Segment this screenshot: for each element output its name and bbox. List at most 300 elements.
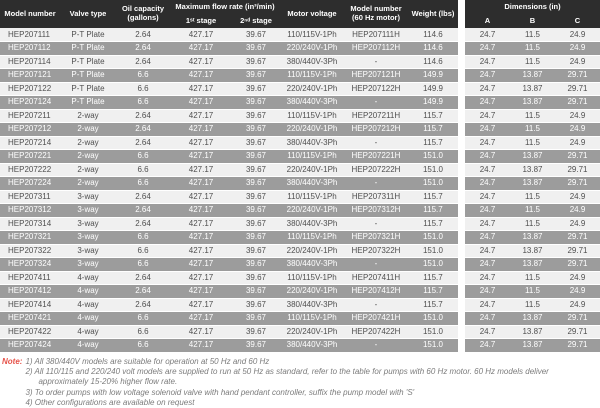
cell-stage-2: 39.67	[232, 42, 280, 56]
cell-oil-capacity: 2.64	[116, 285, 170, 299]
cell-dim-c: 29.71	[555, 258, 600, 272]
cell-motor-voltage: 380/440V-3Ph	[280, 96, 344, 110]
cell-dim-a: 24.7	[465, 285, 510, 299]
dimensions-row	[465, 325, 600, 339]
cell-weight: 149.9	[408, 96, 458, 110]
cell-stage-1: 427.17	[170, 285, 232, 299]
cell-stage-2: 39.67	[232, 150, 280, 164]
cell-dim-b: 13.87	[510, 69, 555, 83]
cell-model-number: HEP207224	[0, 177, 60, 191]
cell-stage-1: 427.17	[170, 258, 232, 272]
dimensions-row	[465, 271, 600, 285]
cell-stage-1: 427.17	[170, 177, 232, 191]
dimensions-row	[465, 42, 600, 56]
cell-motor-voltage: 380/440V-3Ph	[280, 258, 344, 272]
cell-stage-2: 39.67	[232, 82, 280, 96]
cell-stage-2: 39.67	[232, 325, 280, 339]
cell-stage-2: 39.67	[232, 271, 280, 285]
cell-dim-c: 29.71	[555, 163, 600, 177]
cell-oil-capacity: 2.64	[116, 42, 170, 56]
cell-oil-capacity: 2.64	[116, 123, 170, 137]
cell-model-number: HEP207314	[0, 217, 60, 231]
cell-model-number: HEP207221	[0, 150, 60, 164]
cell-oil-capacity: 6.6	[116, 258, 170, 272]
cell-stage-1: 427.17	[170, 28, 232, 42]
cell-model-number: HEP207321	[0, 231, 60, 245]
note-item: 3) To order pumps with low voltage solenoid valve with hand pendant controller, suffix the pump model with 'S'	[25, 388, 600, 398]
cell-model-number-60hz: -	[344, 258, 408, 272]
cell-dim-a: 24.7	[465, 150, 510, 164]
cell-model-number: HEP207112	[0, 42, 60, 56]
cell-oil-capacity: 2.64	[116, 190, 170, 204]
cell-oil-capacity: 6.6	[116, 325, 170, 339]
table-row	[0, 244, 458, 258]
dimensions-table-header	[465, 0, 600, 28]
cell-weight: 151.0	[408, 150, 458, 164]
cell-valve-type: 3-way	[60, 204, 116, 218]
dimensions-row	[465, 204, 600, 218]
cell-dim-b: 13.87	[510, 231, 555, 245]
cell-weight: 115.7	[408, 136, 458, 150]
dimensions-row	[465, 231, 600, 245]
cell-dim-a: 24.7	[465, 244, 510, 258]
dimensions-row	[465, 244, 600, 258]
cell-oil-capacity: 6.6	[116, 82, 170, 96]
cell-oil-capacity: 6.6	[116, 312, 170, 326]
cell-dim-c: 24.9	[555, 28, 600, 42]
cell-stage-1: 427.17	[170, 231, 232, 245]
cell-stage-1: 427.17	[170, 312, 232, 326]
pump-spec-table-header	[0, 0, 458, 28]
cell-dim-c: 24.9	[555, 109, 600, 123]
cell-oil-capacity: 2.64	[116, 136, 170, 150]
cell-dim-c: 29.71	[555, 177, 600, 191]
table-row	[0, 258, 458, 272]
cell-valve-type: 2-way	[60, 177, 116, 191]
cell-dim-a: 24.7	[465, 109, 510, 123]
cell-stage-1: 427.17	[170, 109, 232, 123]
note-item: 1) All 380/440V models are suitable for operation at 50 Hz and 60 Hz	[25, 357, 600, 367]
cell-model-number-60hz: HEP207421H	[344, 312, 408, 326]
cell-stage-1: 427.17	[170, 244, 232, 258]
cell-dim-c: 29.71	[555, 231, 600, 245]
cell-motor-voltage: 380/440V-3Ph	[280, 55, 344, 69]
cell-dim-b: 13.87	[510, 339, 555, 353]
cell-model-number-60hz: -	[344, 177, 408, 191]
cell-stage-2: 39.67	[232, 177, 280, 191]
cell-model-number: HEP207111	[0, 28, 60, 42]
cell-stage-2: 39.67	[232, 163, 280, 177]
cell-dim-a: 24.7	[465, 82, 510, 96]
cell-model-number: HEP207422	[0, 325, 60, 339]
cell-oil-capacity: 2.64	[116, 28, 170, 42]
cell-model-number-60hz: HEP207412H	[344, 285, 408, 299]
table-row	[0, 109, 458, 123]
table-row	[0, 271, 458, 285]
cell-motor-voltage: 110/115V-1Ph	[280, 231, 344, 245]
cell-dim-a: 24.7	[465, 204, 510, 218]
cell-model-number: HEP207212	[0, 123, 60, 137]
cell-weight: 151.0	[408, 177, 458, 191]
dimensions-row	[465, 55, 600, 69]
cell-weight: 115.7	[408, 298, 458, 312]
cell-dim-b: 11.5	[510, 136, 555, 150]
table-row	[0, 42, 458, 56]
cell-weight: 149.9	[408, 69, 458, 83]
header-dim-a: A	[465, 14, 510, 28]
cell-valve-type: 4-way	[60, 298, 116, 312]
cell-model-number-60hz: HEP207411H	[344, 271, 408, 285]
dimensions-row	[465, 312, 600, 326]
table-row	[0, 285, 458, 299]
cell-model-number-60hz: HEP207111H	[344, 28, 408, 42]
dimensions-row	[465, 298, 600, 312]
cell-dim-b: 11.5	[510, 109, 555, 123]
cell-valve-type: 3-way	[60, 217, 116, 231]
cell-dim-a: 24.7	[465, 258, 510, 272]
cell-dim-a: 24.7	[465, 136, 510, 150]
cell-valve-type: 2-way	[60, 136, 116, 150]
header-dim-c: C	[555, 14, 600, 28]
table-row	[0, 96, 458, 110]
header-valve-type: Valve type	[60, 0, 116, 28]
cell-dim-b: 11.5	[510, 55, 555, 69]
header-model-number-60hz: Model number (60 Hz motor)	[344, 0, 408, 28]
cell-valve-type: P-T Plate	[60, 96, 116, 110]
cell-stage-2: 39.67	[232, 285, 280, 299]
cell-model-number: HEP207411	[0, 271, 60, 285]
cell-weight: 151.0	[408, 244, 458, 258]
cell-weight: 151.0	[408, 258, 458, 272]
cell-dim-c: 24.9	[555, 42, 600, 56]
cell-valve-type: 4-way	[60, 285, 116, 299]
cell-dim-a: 24.7	[465, 325, 510, 339]
cell-model-number-60hz: HEP207121H	[344, 69, 408, 83]
cell-stage-1: 427.17	[170, 163, 232, 177]
cell-dim-c: 24.9	[555, 271, 600, 285]
cell-model-number-60hz: -	[344, 339, 408, 353]
cell-dim-b: 11.5	[510, 217, 555, 231]
header-dimensions: Dimensions (in)	[465, 0, 600, 14]
cell-oil-capacity: 6.6	[116, 231, 170, 245]
cell-valve-type: P-T Plate	[60, 82, 116, 96]
table-row	[0, 82, 458, 96]
cell-stage-1: 427.17	[170, 150, 232, 164]
cell-dim-b: 13.87	[510, 163, 555, 177]
dimensions-row	[465, 190, 600, 204]
table-row	[0, 55, 458, 69]
cell-model-number-60hz: -	[344, 136, 408, 150]
cell-dim-c: 29.71	[555, 244, 600, 258]
cell-valve-type: P-T Plate	[60, 28, 116, 42]
cell-dim-c: 24.9	[555, 190, 600, 204]
cell-model-number: HEP207121	[0, 69, 60, 83]
cell-model-number: HEP207311	[0, 190, 60, 204]
cell-model-number: HEP207414	[0, 298, 60, 312]
cell-stage-2: 39.67	[232, 28, 280, 42]
cell-stage-2: 39.67	[232, 136, 280, 150]
cell-oil-capacity: 6.6	[116, 96, 170, 110]
cell-stage-1: 427.17	[170, 339, 232, 353]
cell-dim-b: 11.5	[510, 204, 555, 218]
cell-dim-a: 24.7	[465, 177, 510, 191]
cell-model-number-60hz: -	[344, 55, 408, 69]
cell-dim-b: 13.87	[510, 82, 555, 96]
cell-motor-voltage: 220/240V-1Ph	[280, 123, 344, 137]
cell-dim-a: 24.7	[465, 190, 510, 204]
header-stage-2: 2ⁿᵈ stage	[232, 14, 280, 28]
cell-motor-voltage: 220/240V-1Ph	[280, 244, 344, 258]
header-max-flow-rate: Maximum flow rate (in³/min)	[170, 0, 280, 14]
dimensions-row	[465, 177, 600, 191]
cell-weight: 115.7	[408, 204, 458, 218]
dimensions-row	[465, 82, 600, 96]
cell-model-number-60hz: HEP207221H	[344, 150, 408, 164]
cell-model-number: HEP207222	[0, 163, 60, 177]
header-dim-b: B	[510, 14, 555, 28]
cell-dim-b: 11.5	[510, 271, 555, 285]
cell-dim-c: 24.9	[555, 55, 600, 69]
dimensions-table-body	[465, 28, 600, 352]
cell-weight: 151.0	[408, 163, 458, 177]
cell-motor-voltage: 110/115V-1Ph	[280, 28, 344, 42]
cell-model-number-60hz: -	[344, 217, 408, 231]
cell-dim-a: 24.7	[465, 339, 510, 353]
cell-dim-b: 13.87	[510, 258, 555, 272]
cell-dim-b: 11.5	[510, 42, 555, 56]
cell-stage-2: 39.67	[232, 217, 280, 231]
cell-valve-type: 3-way	[60, 258, 116, 272]
cell-weight: 115.7	[408, 217, 458, 231]
cell-dim-c: 29.71	[555, 82, 600, 96]
cell-motor-voltage: 380/440V-3Ph	[280, 177, 344, 191]
cell-valve-type: 3-way	[60, 244, 116, 258]
cell-weight: 114.6	[408, 28, 458, 42]
note-item: 2) All 110/115 and 220/240 volt models are supplied to run at 50 Hz as standard, refer to the table for pumps with 60 Hz motor. 60 Hz models deliver approximately 15-20% higher flow rate.	[25, 367, 600, 388]
cell-dim-a: 24.7	[465, 69, 510, 83]
cell-dim-a: 24.7	[465, 312, 510, 326]
cell-stage-1: 427.17	[170, 136, 232, 150]
cell-dim-b: 13.87	[510, 244, 555, 258]
note-label: Note:	[2, 357, 22, 408]
cell-valve-type: P-T Plate	[60, 69, 116, 83]
table-row	[0, 123, 458, 137]
cell-dim-c: 24.9	[555, 136, 600, 150]
table-row	[0, 190, 458, 204]
cell-stage-1: 427.17	[170, 298, 232, 312]
cell-oil-capacity: 2.64	[116, 271, 170, 285]
cell-motor-voltage: 220/240V-1Ph	[280, 82, 344, 96]
cell-oil-capacity: 6.6	[116, 69, 170, 83]
cell-stage-2: 39.67	[232, 96, 280, 110]
cell-weight: 115.7	[408, 271, 458, 285]
cell-weight: 151.0	[408, 339, 458, 353]
cell-dim-c: 29.71	[555, 312, 600, 326]
cell-oil-capacity: 6.6	[116, 339, 170, 353]
cell-dim-c: 29.71	[555, 339, 600, 353]
cell-model-number-60hz: HEP207112H	[344, 42, 408, 56]
cell-stage-2: 39.67	[232, 190, 280, 204]
cell-weight: 151.0	[408, 231, 458, 245]
cell-oil-capacity: 6.6	[116, 177, 170, 191]
cell-stage-1: 427.17	[170, 123, 232, 137]
cell-oil-capacity: 6.6	[116, 163, 170, 177]
header-weight: Weight (lbs)	[408, 0, 458, 28]
table-row	[0, 136, 458, 150]
cell-model-number: HEP207322	[0, 244, 60, 258]
cell-motor-voltage: 110/115V-1Ph	[280, 312, 344, 326]
cell-stage-2: 39.67	[232, 339, 280, 353]
cell-model-number-60hz: HEP207212H	[344, 123, 408, 137]
cell-model-number: HEP207122	[0, 82, 60, 96]
cell-motor-voltage: 110/115V-1Ph	[280, 190, 344, 204]
cell-oil-capacity: 2.64	[116, 55, 170, 69]
cell-motor-voltage: 110/115V-1Ph	[280, 271, 344, 285]
cell-oil-capacity: 2.64	[116, 109, 170, 123]
cell-valve-type: 2-way	[60, 150, 116, 164]
dimensions-row	[465, 285, 600, 299]
table-row	[0, 339, 458, 353]
dimensions-row	[465, 28, 600, 42]
cell-dim-b: 13.87	[510, 177, 555, 191]
dimensions-row	[465, 96, 600, 110]
cell-motor-voltage: 380/440V-3Ph	[280, 136, 344, 150]
cell-motor-voltage: 220/240V-1Ph	[280, 285, 344, 299]
cell-stage-2: 39.67	[232, 312, 280, 326]
cell-valve-type: 2-way	[60, 163, 116, 177]
cell-model-number: HEP207214	[0, 136, 60, 150]
dimensions-row	[465, 150, 600, 164]
cell-valve-type: 2-way	[60, 123, 116, 137]
dimensions-row	[465, 258, 600, 272]
table-row	[0, 177, 458, 191]
cell-valve-type: 4-way	[60, 325, 116, 339]
table-row	[0, 217, 458, 231]
cell-model-number-60hz: -	[344, 298, 408, 312]
cell-dim-a: 24.7	[465, 163, 510, 177]
cell-stage-2: 39.67	[232, 204, 280, 218]
dimensions-row	[465, 69, 600, 83]
cell-stage-1: 427.17	[170, 190, 232, 204]
cell-dim-a: 24.7	[465, 96, 510, 110]
dimensions-row	[465, 217, 600, 231]
cell-dim-c: 24.9	[555, 298, 600, 312]
cell-stage-1: 427.17	[170, 69, 232, 83]
cell-dim-a: 24.7	[465, 42, 510, 56]
cell-model-number: HEP207412	[0, 285, 60, 299]
cell-dim-c: 24.9	[555, 217, 600, 231]
cell-oil-capacity: 6.6	[116, 244, 170, 258]
cell-model-number: HEP207424	[0, 339, 60, 353]
cell-dim-a: 24.7	[465, 217, 510, 231]
cell-motor-voltage: 220/240V-1Ph	[280, 42, 344, 56]
cell-oil-capacity: 2.64	[116, 217, 170, 231]
cell-stage-2: 39.67	[232, 123, 280, 137]
cell-model-number-60hz: HEP207122H	[344, 82, 408, 96]
cell-stage-2: 39.67	[232, 231, 280, 245]
cell-dim-b: 13.87	[510, 325, 555, 339]
cell-stage-1: 427.17	[170, 55, 232, 69]
header-oil-capacity: Oil capacity (gallons)	[116, 0, 170, 28]
note-items	[25, 357, 600, 408]
cell-dim-a: 24.7	[465, 28, 510, 42]
cell-motor-voltage: 220/240V-1Ph	[280, 163, 344, 177]
cell-dim-a: 24.7	[465, 271, 510, 285]
table-row	[0, 69, 458, 83]
cell-stage-1: 427.17	[170, 42, 232, 56]
cell-motor-voltage: 380/440V-3Ph	[280, 339, 344, 353]
cell-model-number-60hz: -	[344, 96, 408, 110]
cell-dim-b: 11.5	[510, 190, 555, 204]
cell-weight: 115.7	[408, 285, 458, 299]
cell-dim-c: 24.9	[555, 123, 600, 137]
cell-model-number-60hz: HEP207322H	[344, 244, 408, 258]
cell-stage-1: 427.17	[170, 217, 232, 231]
cell-weight: 115.7	[408, 109, 458, 123]
cell-stage-2: 39.67	[232, 258, 280, 272]
cell-dim-c: 24.9	[555, 285, 600, 299]
cell-dim-b: 11.5	[510, 285, 555, 299]
dimensions-row	[465, 136, 600, 150]
cell-model-number-60hz: HEP207422H	[344, 325, 408, 339]
cell-model-number: HEP207124	[0, 96, 60, 110]
dimensions-table	[465, 0, 600, 353]
cell-dim-a: 24.7	[465, 123, 510, 137]
cell-model-number-60hz: HEP207311H	[344, 190, 408, 204]
cell-dim-b: 11.5	[510, 298, 555, 312]
cell-stage-1: 427.17	[170, 271, 232, 285]
cell-dim-c: 29.71	[555, 150, 600, 164]
dimensions-row	[465, 339, 600, 353]
cell-weight: 151.0	[408, 312, 458, 326]
dimensions-row	[465, 123, 600, 137]
cell-weight: 115.7	[408, 123, 458, 137]
cell-stage-2: 39.67	[232, 55, 280, 69]
cell-motor-voltage: 220/240V-1Ph	[280, 204, 344, 218]
cell-weight: 114.6	[408, 42, 458, 56]
cell-model-number-60hz: HEP207222H	[344, 163, 408, 177]
table-row	[0, 204, 458, 218]
header-model-number: Model number	[0, 0, 60, 28]
cell-dim-a: 24.7	[465, 55, 510, 69]
cell-motor-voltage: 110/115V-1Ph	[280, 109, 344, 123]
cell-dim-c: 29.71	[555, 69, 600, 83]
cell-valve-type: P-T Plate	[60, 42, 116, 56]
cell-oil-capacity: 6.6	[116, 150, 170, 164]
cell-model-number: HEP207324	[0, 258, 60, 272]
dimensions-row	[465, 163, 600, 177]
cell-stage-1: 427.17	[170, 82, 232, 96]
cell-stage-1: 427.17	[170, 325, 232, 339]
cell-dim-b: 13.87	[510, 150, 555, 164]
table-row	[0, 231, 458, 245]
cell-dim-a: 24.7	[465, 231, 510, 245]
table-row	[0, 298, 458, 312]
cell-motor-voltage: 110/115V-1Ph	[280, 150, 344, 164]
cell-stage-2: 39.67	[232, 109, 280, 123]
table-row	[0, 163, 458, 177]
table-row	[0, 28, 458, 42]
table-row	[0, 312, 458, 326]
cell-dim-b: 11.5	[510, 28, 555, 42]
cell-motor-voltage: 380/440V-3Ph	[280, 298, 344, 312]
cell-oil-capacity: 2.64	[116, 298, 170, 312]
cell-stage-1: 427.17	[170, 204, 232, 218]
cell-weight: 151.0	[408, 325, 458, 339]
main-table-body	[0, 28, 458, 352]
cell-model-number: HEP207421	[0, 312, 60, 326]
cell-valve-type: P-T Plate	[60, 55, 116, 69]
